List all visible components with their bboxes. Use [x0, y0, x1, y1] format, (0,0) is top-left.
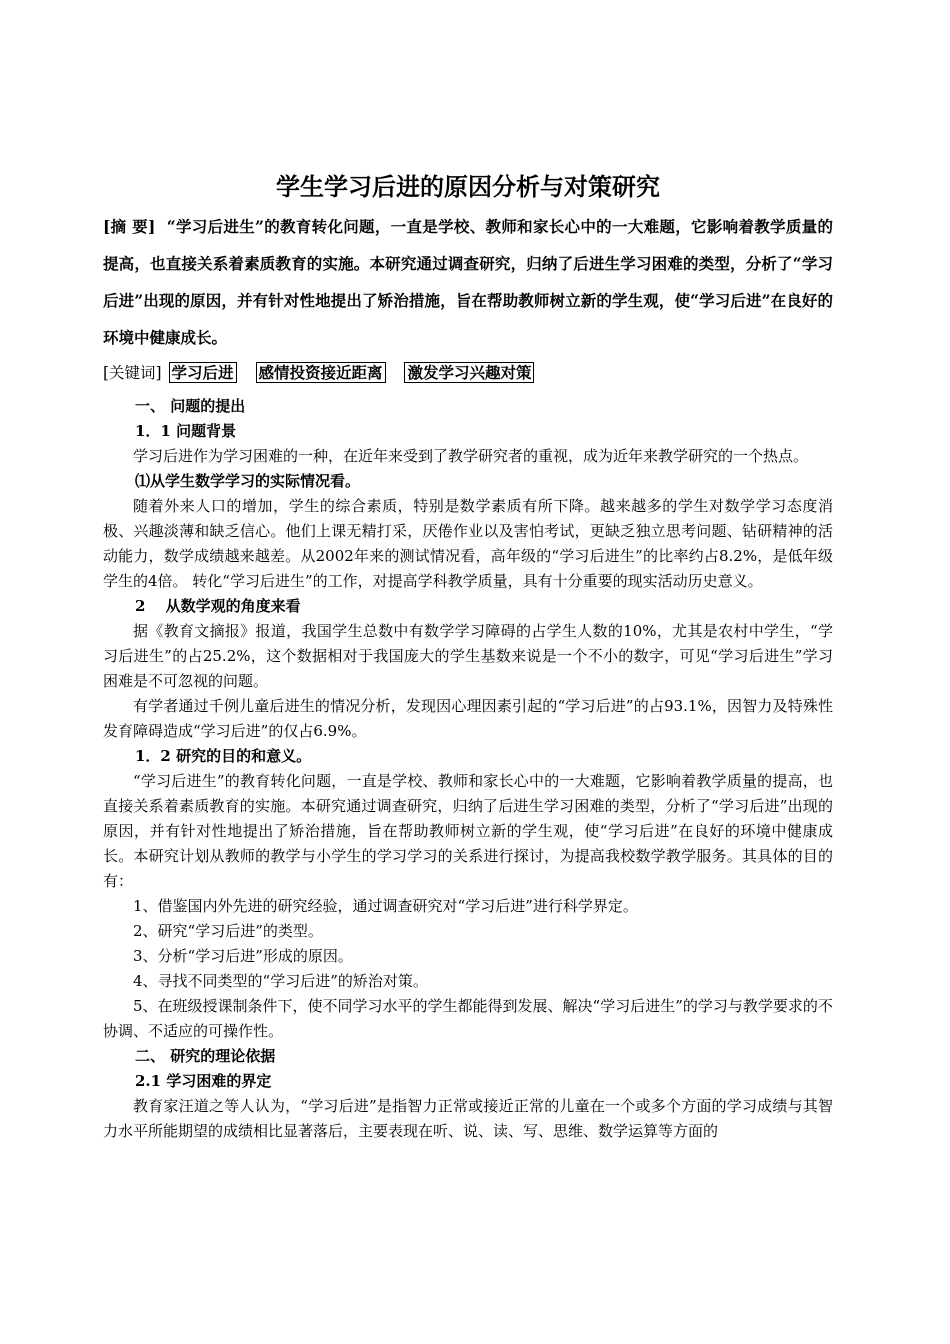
section-1-1-heading: 1．1 问题背景	[135, 422, 237, 440]
paragraph-3: 据《教育文摘报》报道，我国学生总数中有数学学习障碍的占学生人数的10%，尤其是农村中学生，“学习后进生”的占25.2%，这个数据相对于我国庞大的学生基数来说是一个不小的数字，可见“学习后进生”学习困难是不可忽视的问题。	[103, 622, 833, 690]
list-item: 4、寻找不同类型的“学习后进”的矫治对策。	[133, 972, 428, 990]
paragraph-4: 有学者通过千例儿童后进生的情况分析，发现因心理因素引起的“学习后进”的占93.1%，因智力及特殊性发育障碍造成“学习后进”的仅占6.9%。	[103, 697, 833, 740]
keywords	[103, 356, 833, 390]
subsection-2-heading: 2 从数学观的角度来看	[135, 597, 301, 615]
list-item: 1、借鉴国内外先进的研究经验，通过调查研究对“学习后进”进行科学界定。	[133, 897, 638, 915]
abstract-label: [摘 要]	[103, 217, 156, 236]
paragraph-2: 随着外来人口的增加，学生的综合素质，特别是数学素质有所下降。越来越多的学生对数学学习态度消极、兴趣淡薄和缺乏信心。他们上课无精打采，厌倦作业以及害怕考试，更缺乏独立思考问题、钻研精神的活动能力，数学成绩越来越差。从2002年来的测试情况看，高年级的“学习后进生”的比率约占8.2%，是低年级学生的4倍。 转化“学习后进生”的工作，对提高学科教学质量，具有十分重要的现实活动历史意义。	[103, 497, 833, 590]
keyword-1: 学习后进	[169, 362, 237, 383]
keywords-label: [关键词]	[103, 364, 162, 382]
list-item: 2、研究“学习后进”的类型。	[133, 922, 323, 940]
keyword-3: 激发学习兴趣对策	[404, 362, 534, 383]
section-2-heading: 二、 研究的理论依据	[135, 1047, 276, 1065]
section-2-1-heading: 2.1 学习困难的界定	[135, 1072, 272, 1090]
paragraph-5: “学习后进生”的教育转化问题，一直是学校、教师和家长心中的一大难题，它影响着教学质量的提高，也直接关系着素质教育的实施。本研究通过调查研究，归纳了后进生学习困难的类型，分析了“学习后进”出现的原因，并有针对性地提出了矫治措施，旨在帮助教师树立新的学生观，使“学习后进”在良好的环境中健康成长。本研究计划从教师的教学与小学生的学习学习的关系进行探讨，为提高我校数学教学服务。其具体的目的有：	[103, 772, 833, 890]
abstract-text: “学习后进生”的教育转化问题，一直是学校、教师和家长心中的一大难题，它影响着教学质量的提高，也直接关系着素质教育的实施。本研究通过调查研究，归纳了后进生学习困难的类型，分析了“学习后进”出现的原因，并有针对性地提出了矫治措施，旨在帮助教师树立新的学生观，使“学习后进”在良好的环境中健康成长。	[103, 217, 833, 347]
paragraph-1: 学习后进作为学习困难的一种，在近年来受到了教学研究者的重视，成为近年来教学研究的一个热点。	[133, 447, 809, 465]
section-1-heading: 一、 问题的提出	[135, 397, 246, 415]
list-item: 5、在班级授课制条件下，使不同学习水平的学生都能得到发展、解决“学习后进生”的学习与教学要求的不协调、不适应的可操作性。	[103, 997, 833, 1040]
section-1-2-heading: 1．2 研究的目的和意义。	[135, 747, 312, 765]
list-item: 3、分析“学习后进”形成的原因。	[133, 947, 353, 965]
page-title: 学生学习后进的原因分析与对策研究	[276, 172, 660, 201]
keyword-2: 感情投资接近距离	[256, 362, 386, 383]
abstract	[103, 208, 833, 356]
subsection-1-heading: ⑴从学生数学学习的实际情况看。	[135, 472, 361, 490]
paragraph-6: 教育家汪道之等人认为，“学习后进”是指智力正常或接近正常的儿童在一个或多个方面的学习成绩与其智力水平所能期望的成绩相比显著落后，主要表现在听、说、读、写、思维、数学运算等方面的	[103, 1097, 833, 1140]
